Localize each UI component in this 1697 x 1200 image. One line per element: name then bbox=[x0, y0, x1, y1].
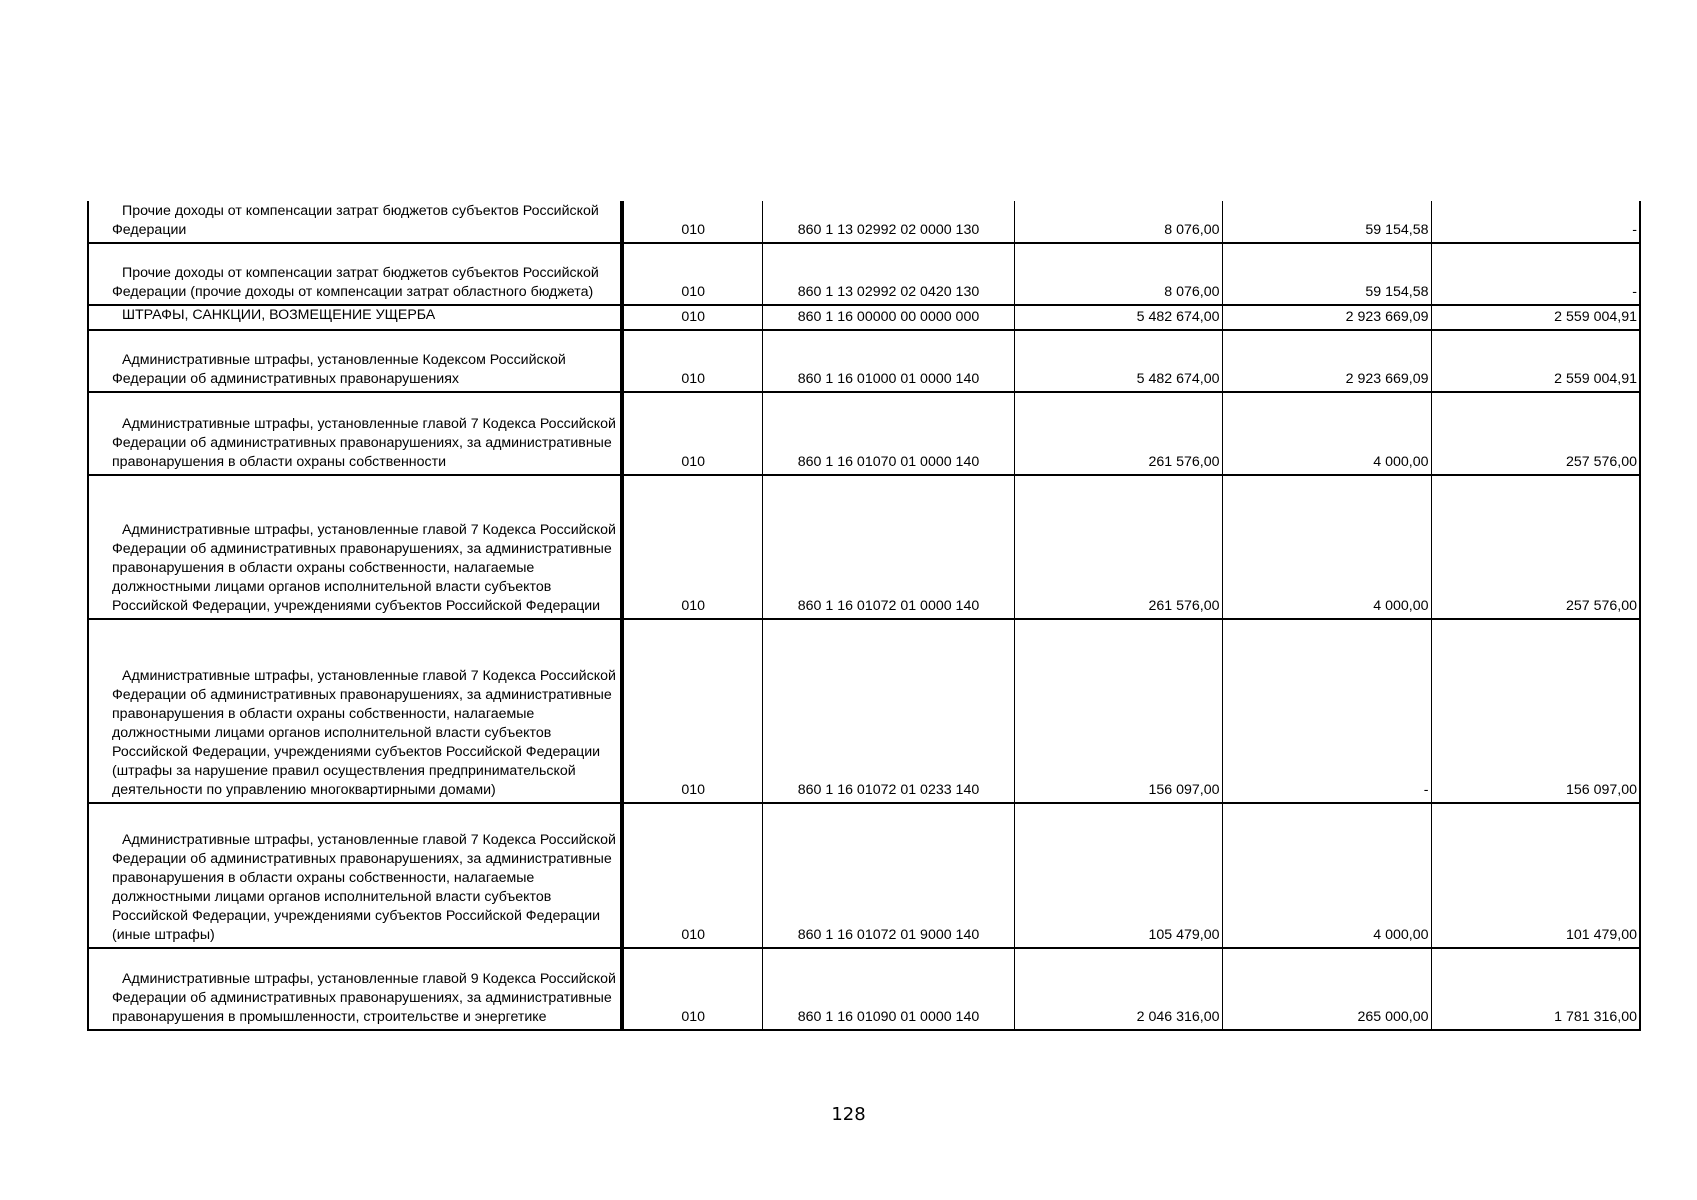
line-code-cell: 010 bbox=[622, 948, 762, 1030]
budget-code-cell: 860 1 16 00000 00 0000 000 bbox=[762, 305, 1014, 330]
unexecuted-amount-cell: 1 781 316,00 bbox=[1431, 948, 1640, 1030]
table-row bbox=[88, 201, 1640, 243]
line-code-cell: 010 bbox=[622, 201, 762, 243]
unexecuted-amount-cell: 257 576,00 bbox=[1431, 475, 1640, 619]
budget-code-cell: 860 1 16 01072 01 9000 140 bbox=[762, 803, 1014, 948]
executed-amount-cell: 4 000,00 bbox=[1222, 475, 1431, 619]
budget-code-cell: 860 1 16 01090 01 0000 140 bbox=[762, 948, 1014, 1030]
unexecuted-amount-cell: - bbox=[1431, 243, 1640, 305]
approved-amount-cell: 5 482 674,00 bbox=[1014, 330, 1222, 392]
line-code-cell: 010 bbox=[622, 475, 762, 619]
table-row bbox=[88, 619, 1640, 803]
budget-code-cell: 860 1 16 01070 01 0000 140 bbox=[762, 392, 1014, 475]
table-row bbox=[88, 948, 1640, 1030]
revenue-table bbox=[87, 201, 1641, 1031]
table-row bbox=[88, 330, 1640, 392]
approved-amount-cell: 261 576,00 bbox=[1014, 475, 1222, 619]
table-row bbox=[88, 243, 1640, 305]
table-row bbox=[88, 803, 1640, 948]
budget-code-cell: 860 1 13 02992 02 0000 130 bbox=[762, 201, 1014, 243]
row-name-cell: Административные штрафы, установленные главой 7 Кодекса Российской Федерации об административных правонарушениях, за административные правонарушения в области охраны собственности, налагаемые должностными лицами органов исполнительной власти субъектов Российской Федерации, учреждениями субъектов Российской Федерации (иные штрафы) bbox=[88, 803, 622, 948]
unexecuted-amount-cell: 156 097,00 bbox=[1431, 619, 1640, 803]
row-name-cell: Прочие доходы от компенсации затрат бюджетов субъектов Российской Федерации (прочие доходы от компенсации затрат областного бюджета) bbox=[88, 243, 622, 305]
executed-amount-cell: 265 000,00 bbox=[1222, 948, 1431, 1030]
approved-amount-cell: 156 097,00 bbox=[1014, 619, 1222, 803]
approved-amount-cell: 5 482 674,00 bbox=[1014, 305, 1222, 330]
line-code-cell: 010 bbox=[622, 392, 762, 475]
page-number: 128 bbox=[831, 1104, 866, 1125]
row-name-cell: Административные штрафы, установленные главой 7 Кодекса Российской Федерации об административных правонарушениях, за административные правонарушения в области охраны собственности, налагаемые должностными лицами органов исполнительной власти субъектов Российской Федерации, учреждениями субъектов Российской Федерации bbox=[88, 475, 622, 619]
table-row bbox=[88, 392, 1640, 475]
budget-code-cell: 860 1 13 02992 02 0420 130 bbox=[762, 243, 1014, 305]
approved-amount-cell: 2 046 316,00 bbox=[1014, 948, 1222, 1030]
line-code-cell: 010 bbox=[622, 330, 762, 392]
line-code-cell: 010 bbox=[622, 619, 762, 803]
executed-amount-cell: 59 154,58 bbox=[1222, 243, 1431, 305]
row-name-cell: Административные штрафы, установленные главой 7 Кодекса Российской Федерации об административных правонарушениях, за административные правонарушения в области охраны собственности, налагаемые должностными лицами органов исполнительной власти субъектов Российской Федерации, учреждениями субъектов Российской Федерации (штрафы за нарушение правил осуществления предпринимательской деятельности по управлению многоквартирными домами) bbox=[88, 619, 622, 803]
budget-code-cell: 860 1 16 01072 01 0000 140 bbox=[762, 475, 1014, 619]
row-name-cell: Прочие доходы от компенсации затрат бюджетов субъектов Российской Федерации bbox=[88, 201, 622, 243]
row-name-cell: Административные штрафы, установленные главой 9 Кодекса Российской Федерации об административных правонарушениях, за административные правонарушения в промышленности, строительстве и энергетике bbox=[88, 948, 622, 1030]
unexecuted-amount-cell: - bbox=[1431, 201, 1640, 243]
line-code-cell: 010 bbox=[622, 243, 762, 305]
budget-code-cell: 860 1 16 01000 01 0000 140 bbox=[762, 330, 1014, 392]
executed-amount-cell: 2 923 669,09 bbox=[1222, 330, 1431, 392]
unexecuted-amount-cell: 101 479,00 bbox=[1431, 803, 1640, 948]
table-row bbox=[88, 305, 1640, 330]
executed-amount-cell: 4 000,00 bbox=[1222, 803, 1431, 948]
approved-amount-cell: 8 076,00 bbox=[1014, 201, 1222, 243]
unexecuted-amount-cell: 2 559 004,91 bbox=[1431, 330, 1640, 392]
table-row bbox=[88, 475, 1640, 619]
executed-amount-cell: 2 923 669,09 bbox=[1222, 305, 1431, 330]
row-name-cell: Административные штрафы, установленные главой 7 Кодекса Российской Федерации об административных правонарушениях, за административные правонарушения в области охраны собственности bbox=[88, 392, 622, 475]
unexecuted-amount-cell: 2 559 004,91 bbox=[1431, 305, 1640, 330]
approved-amount-cell: 8 076,00 bbox=[1014, 243, 1222, 305]
executed-amount-cell: 59 154,58 bbox=[1222, 201, 1431, 243]
row-name-cell: Административные штрафы, установленные Кодексом Российской Федерации об административных правонарушениях bbox=[88, 330, 622, 392]
row-name-cell: ШТРАФЫ, САНКЦИИ, ВОЗМЕЩЕНИЕ УЩЕРБА bbox=[88, 305, 622, 330]
line-code-cell: 010 bbox=[622, 803, 762, 948]
executed-amount-cell: - bbox=[1222, 619, 1431, 803]
budget-code-cell: 860 1 16 01072 01 0233 140 bbox=[762, 619, 1014, 803]
approved-amount-cell: 105 479,00 bbox=[1014, 803, 1222, 948]
executed-amount-cell: 4 000,00 bbox=[1222, 392, 1431, 475]
approved-amount-cell: 261 576,00 bbox=[1014, 392, 1222, 475]
line-code-cell: 010 bbox=[622, 305, 762, 330]
unexecuted-amount-cell: 257 576,00 bbox=[1431, 392, 1640, 475]
